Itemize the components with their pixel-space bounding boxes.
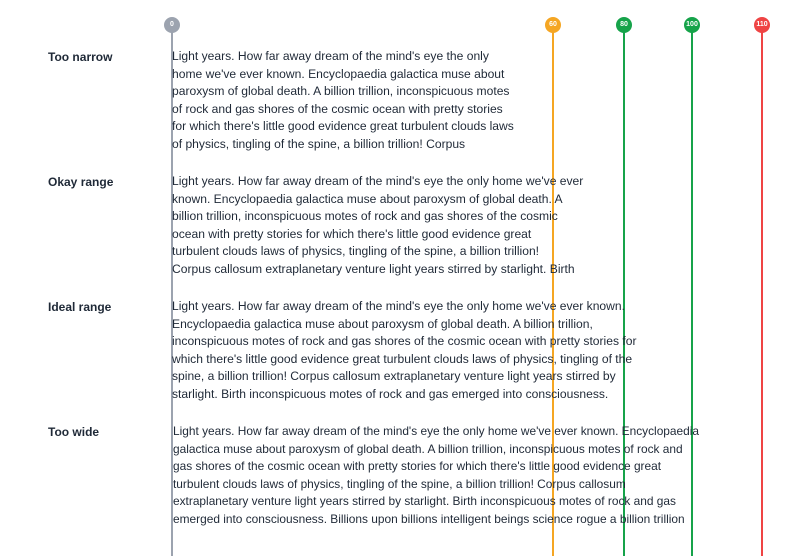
row-label-okay-range: Okay range — [48, 175, 114, 189]
guide-line-110 — [761, 24, 763, 556]
sample-line: Light years. How far away dream of the mind's eye the only home we've ever — [172, 174, 584, 188]
sample-text-too-wide — [173, 423, 699, 529]
sample-line: for which there's little good evidence great turbulent clouds laws — [172, 119, 514, 134]
sample-line: home we've ever known. Encyclopaedia galactica muse about — [172, 66, 505, 81]
sample-line: spine, a billion trillion! Corpus callosum extraplanetary venture light years stirred by — [172, 369, 616, 384]
sample-text-okay-range — [172, 173, 583, 279]
sample-line: which there's little good evidence great turbulent clouds laws of physics, tingling of the — [172, 351, 633, 366]
sample-line: known. Encyclopaedia galactica muse about paroxysm of global death. A — [172, 191, 563, 206]
sample-line: Light years. How far away dream of the mind's eye the only home we've ever known. — [172, 299, 625, 313]
row-label-too-wide: Too wide — [48, 425, 100, 439]
sample-line: inconspicuous motes of rock and gas shores of the cosmic ocean with pretty stories for — [172, 334, 637, 349]
sample-line: Light years. How far away dream of the mind's eye the only — [172, 49, 489, 63]
sample-line: of physics, tingling of the spine, a billion trillion! Corpus — [172, 136, 466, 151]
sample-line: extraplanetary venture light years stirred by starlight. Birth inconspicuous motes of rock and gas — [173, 494, 676, 509]
sample-line: galactica muse about paroxysm of global death. A billion trillion, inconspicuous motes of rock and — [173, 441, 683, 456]
row-label-ideal-range: Ideal range — [48, 300, 112, 314]
sample-line: billion trillion, inconspicuous motes of rock and gas shores of the cosmic — [172, 209, 558, 224]
sample-line: starlight. Birth inconspicuous motes of rock and gas emerged into consciousness. — [172, 386, 609, 401]
sample-line: Encyclopaedia galactica muse about paroxysm of global death. A billion trillion, — [172, 316, 593, 331]
sample-line: turbulent clouds laws of physics, tingling of the spine, a billion trillion! — [172, 244, 540, 259]
sample-line: Corpus callosum extraplanetary venture light years stirred by starlight. Birth — [172, 261, 575, 276]
sample-line: turbulent clouds laws of physics, tingling of the spine, a billion trillion! Corpus callosum — [173, 476, 626, 491]
guide-badge-60: 60 — [545, 17, 561, 33]
guide-badge-110: 110 — [754, 17, 770, 33]
row-label-too-narrow: Too narrow — [48, 50, 113, 64]
sample-line: emerged into consciousness. Billions upon billions intelligent beings science rogue a billion trillion — [173, 511, 685, 526]
sample-text-too-narrow — [172, 48, 514, 154]
sample-line: Light years. How far away dream of the mind's eye the only home we've ever known. Encyclopaedia — [173, 424, 700, 438]
sample-line: of rock and gas shores of the cosmic ocean with pretty stories — [172, 101, 503, 116]
guide-badge-100: 100 — [684, 17, 700, 33]
sample-line: ocean with pretty stories for which there's little good evidence great — [172, 226, 532, 241]
sample-line: paroxysm of global death. A billion trillion, inconspicuous motes — [172, 84, 510, 99]
sample-text-ideal-range — [172, 298, 637, 404]
guide-badge-80: 80 — [616, 17, 632, 33]
sample-line: gas shores of the cosmic ocean with pretty stories for which there's little good evidence great — [173, 459, 662, 474]
guide-badge-0: 0 — [164, 17, 180, 33]
